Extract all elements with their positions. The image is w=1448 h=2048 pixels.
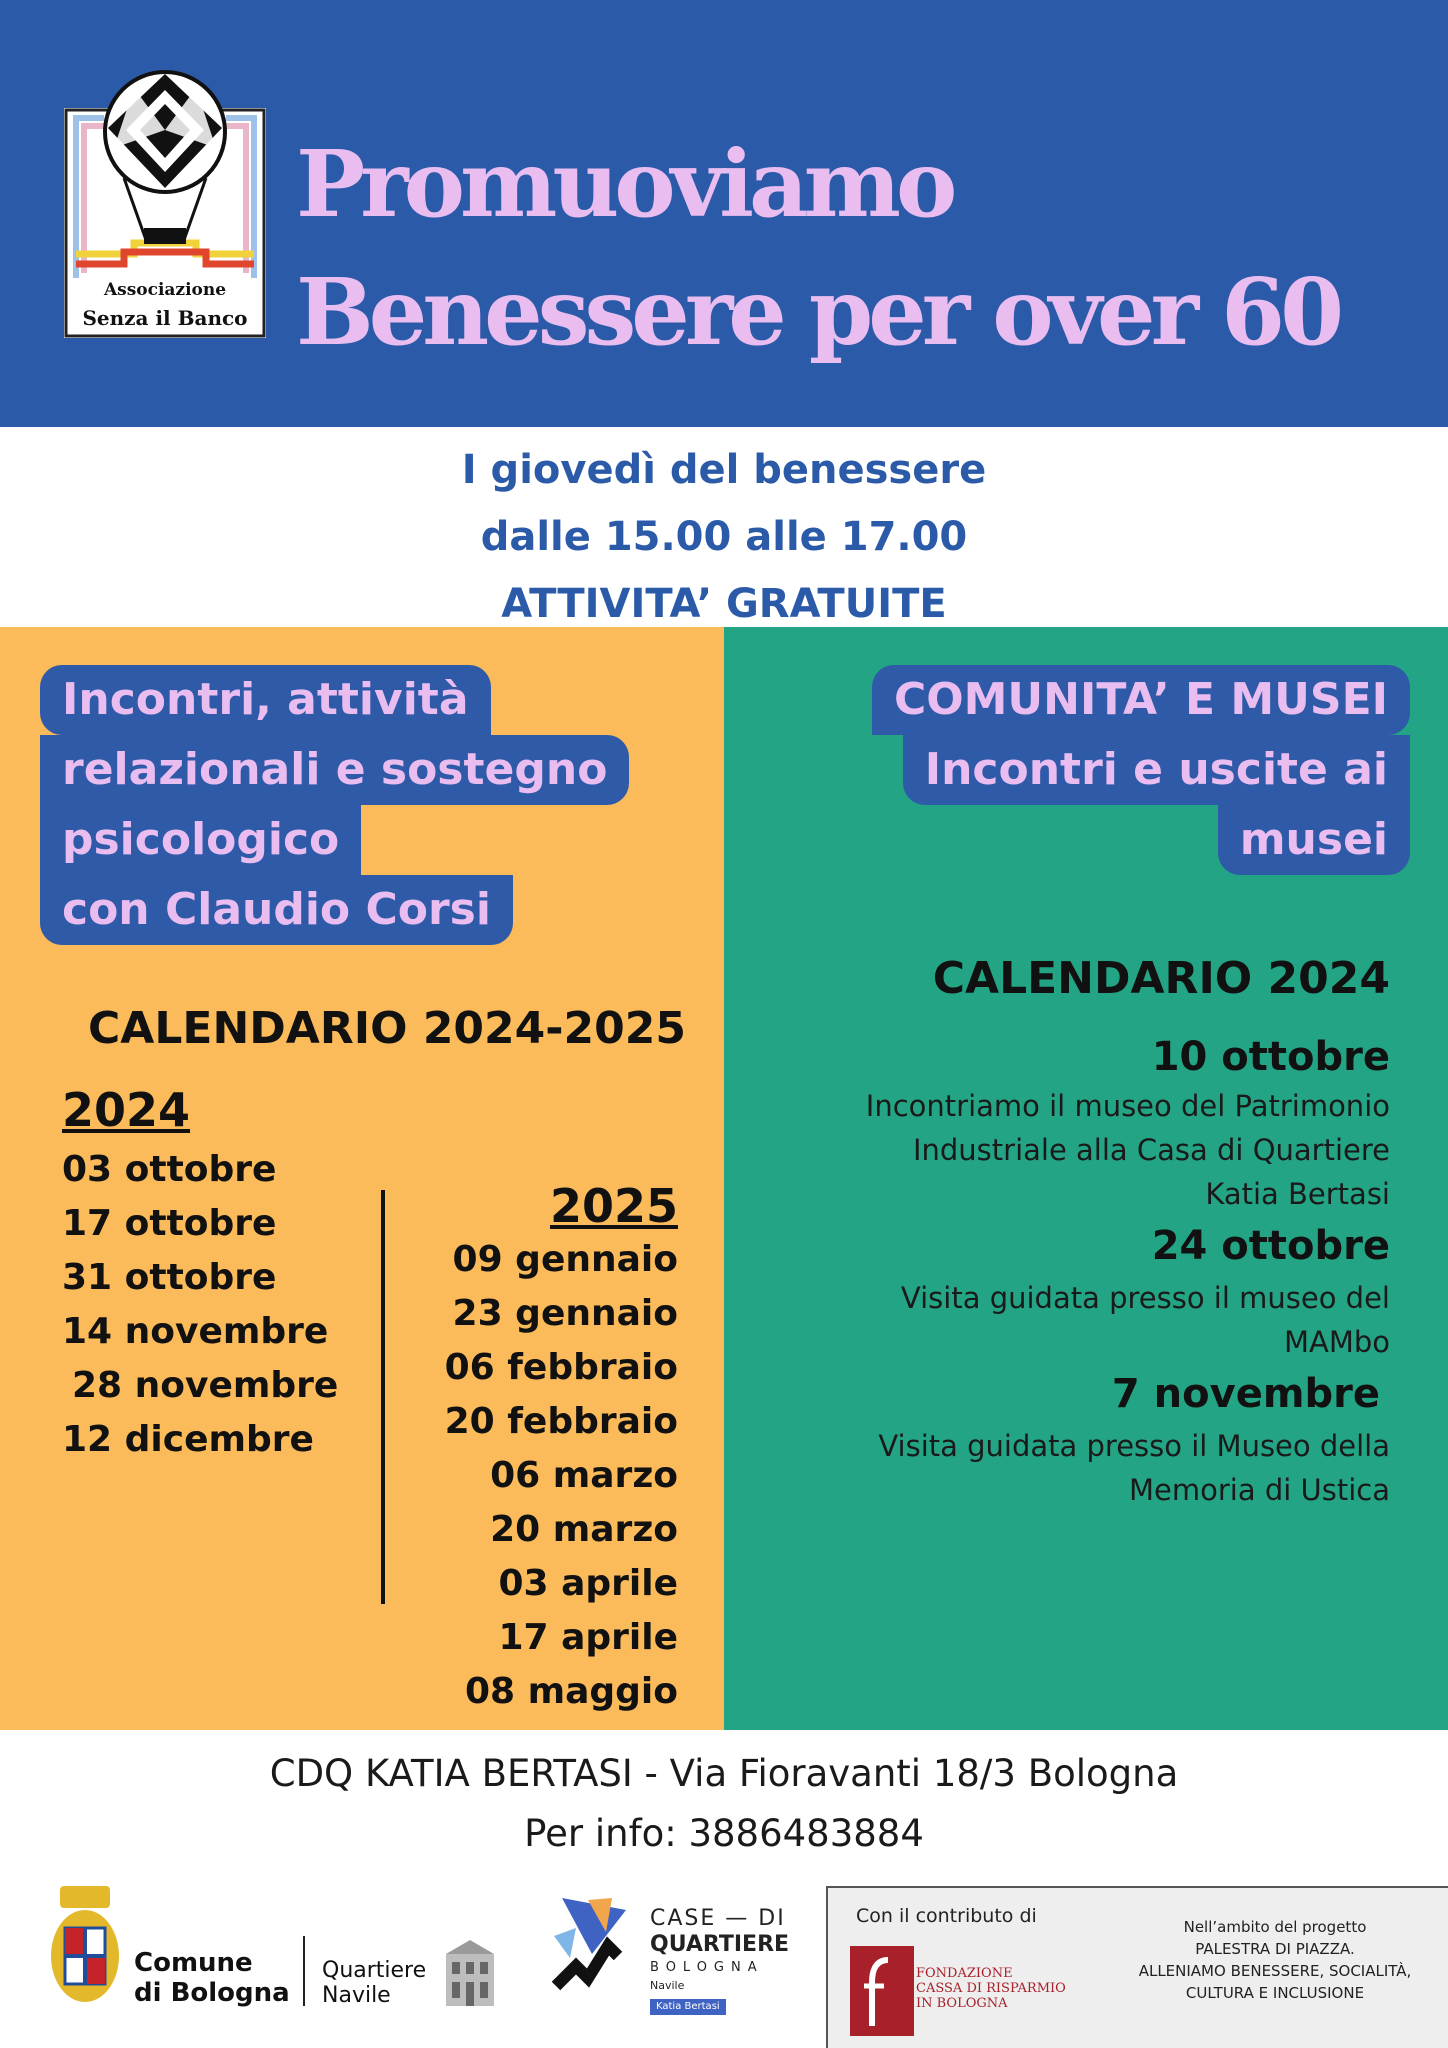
address-text: CDQ KATIA BERTASI - Via Fioravanti 18/3 Bologna (269, 1752, 1179, 1795)
subtitle-block (0, 427, 1448, 627)
case-di-quartiere-logo-icon (552, 1894, 638, 2006)
date-item: 03 aprile (498, 1563, 678, 1604)
date-item: 28 novembre (72, 1365, 339, 1406)
event-desc-line: Industriale alla Casa di Quartiere (912, 1133, 1390, 1167)
case-line1: CASE — DI (650, 1906, 786, 1931)
event-date: 7 novembre (1111, 1371, 1380, 1417)
date-item: 17 aprile (498, 1617, 678, 1658)
dates-2024 (62, 1143, 338, 1467)
date-item: 09 gennaio (452, 1239, 678, 1280)
date-item: 03 ottobre (62, 1149, 277, 1190)
left-calendar-title: CALENDARIO 2024-2025 (88, 1003, 686, 1054)
case-tag: Katia Bertasi (650, 1999, 726, 2015)
pill-line: psicologico (40, 805, 361, 875)
page-title (296, 120, 1339, 376)
date-item: 06 febbraio (444, 1347, 678, 1388)
date-item: 20 marzo (490, 1509, 678, 1550)
event-date: 10 ottobre (1151, 1034, 1390, 1080)
left-pill (40, 665, 629, 945)
pill-line: musei (1218, 805, 1410, 875)
date-item: 17 ottobre (62, 1203, 277, 1244)
event-desc-line: Incontriamo il museo del Patrimonio (865, 1089, 1390, 1123)
subtitle-line2: dalle 15.00 alle 17.00 (480, 514, 968, 560)
subtitle-line1: I giovedì del benessere (461, 447, 987, 493)
date-item: 08 maggio (464, 1671, 678, 1712)
event-desc-line: Memoria di Ustica (1129, 1473, 1390, 1507)
quartiere-line2: Navile (322, 1983, 391, 2008)
comune-line1: Comune (134, 1948, 253, 1978)
progetto-line2: PALESTRA DI PIAZZA. (1195, 1940, 1355, 1958)
event-desc (770, 1424, 1390, 1512)
divider-line (381, 1190, 385, 1604)
date-item: 23 gennaio (452, 1293, 678, 1334)
event-desc-line: Visita guidata presso il Museo della (878, 1429, 1390, 1463)
progetto-line1: Nell’ambito del progetto (1183, 1918, 1367, 1936)
fondazione-line2: CASSA DI RISPARMIO (916, 1981, 1066, 1996)
event-desc (770, 1276, 1390, 1364)
case-line3: BOLOGNA (650, 1960, 764, 1975)
event-desc (770, 1084, 1390, 1216)
date-item: 12 dicembre (62, 1419, 314, 1460)
date-item: 31 ottobre (62, 1257, 277, 1298)
event-desc-line: Visita guidata presso il museo del (900, 1281, 1390, 1315)
fondazione-line1: FONDAZIONE (916, 1966, 1013, 1981)
contact-block (0, 1730, 1448, 1864)
contributo-label: Con il contributo di (856, 1905, 1037, 1927)
date-item: 14 novembre (62, 1311, 329, 1352)
date-item: 20 febbraio (444, 1401, 678, 1442)
title-line1: Promuoviamo (296, 130, 953, 238)
year-2025: 2025 (549, 1179, 678, 1233)
event-desc-line: Katia Bertasi (1205, 1177, 1390, 1211)
dates-2025 (400, 1233, 678, 1719)
pill-line: Incontri e uscite ai (903, 735, 1410, 805)
right-panel (724, 627, 1448, 1730)
comune-line2: di Bologna (134, 1978, 290, 2008)
year-2024: 2024 (62, 1083, 191, 1137)
case-line4: Navile (650, 1979, 685, 1992)
fondazione-line3: IN BOLOGNA (916, 1996, 1008, 2011)
pill-line: Incontri, attività (40, 665, 491, 735)
footer-divider (303, 1936, 305, 2006)
subtitle-line3: ATTIVITA’ GRATUITE (501, 581, 947, 627)
association-logo (64, 68, 266, 338)
title-line2: Benessere per over 60 (296, 258, 1340, 366)
logo-line1: Associazione (103, 280, 227, 300)
quartiere-line1: Quartiere (322, 1958, 427, 1983)
logo-line2: Senza il Banco (82, 306, 248, 330)
info-text: Per info: 3886483884 (524, 1812, 924, 1855)
case-line2: QUARTIERE (650, 1932, 790, 1957)
progetto-line4: CULTURA E INCLUSIONE (1185, 1984, 1365, 2002)
event-date: 24 ottobre (1151, 1223, 1390, 1269)
left-panel (0, 627, 724, 1730)
pill-line: con Claudio Corsi (40, 875, 513, 945)
pill-line: relazionali e sostegno (40, 735, 629, 805)
bologna-crest-icon (48, 1886, 122, 2012)
right-calendar-title: CALENDARIO 2024 (932, 953, 1390, 1004)
footer (0, 1870, 1448, 2048)
fondazione-logo-icon (850, 1946, 914, 2036)
progetto-text (1114, 1916, 1436, 2004)
building-icon (442, 1938, 498, 2008)
progetto-line3: ALLENIAMO BENESSERE, SOCIALITÀ, (1138, 1962, 1412, 1980)
event-desc-line: MAMbo (1283, 1325, 1390, 1359)
right-pill (872, 665, 1410, 875)
pill-line: COMUNITA’ E MUSEI (872, 665, 1410, 735)
events-list (770, 1030, 1390, 1512)
date-item: 06 marzo (490, 1455, 678, 1496)
